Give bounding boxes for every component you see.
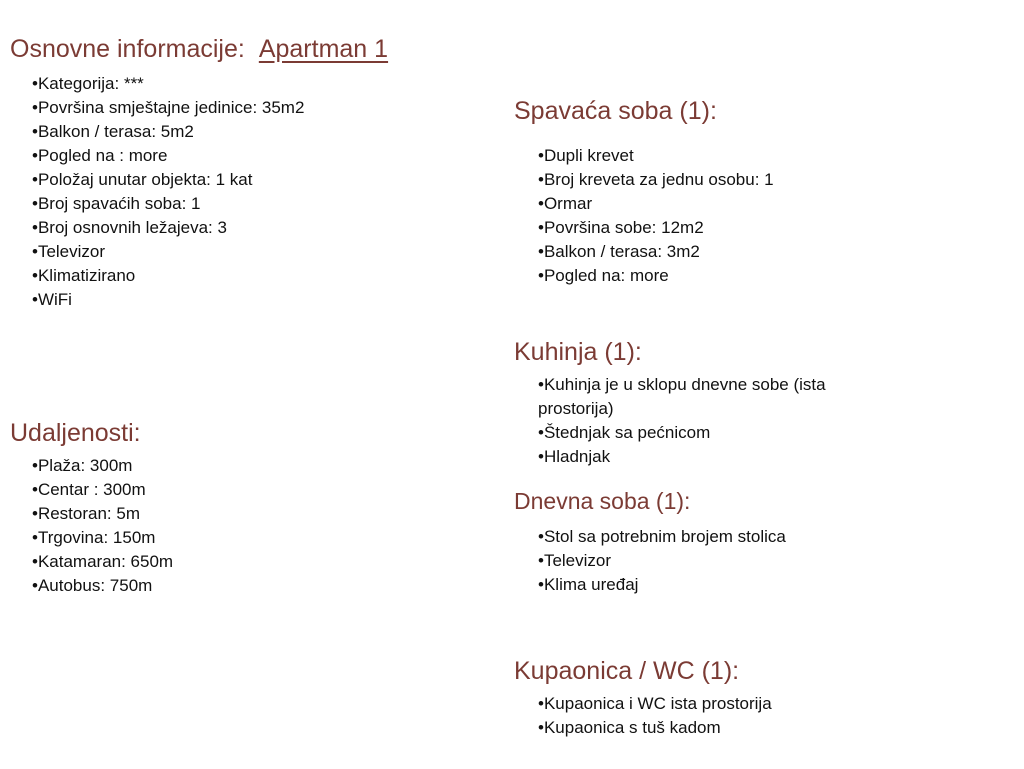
section-osnovne-heading <box>10 34 388 64</box>
section-kuhinja-list <box>538 373 858 469</box>
list-item: • Plaža: 300m <box>32 454 173 478</box>
list-item: • Broj kreveta za jednu osobu: 1 <box>538 168 774 192</box>
list-item: • Položaj unutar objekta: 1 kat <box>32 168 388 192</box>
section-osnovne-list <box>32 72 388 312</box>
list-item: • Katamaran: 650m <box>32 550 173 574</box>
section-kupaonica-list <box>538 692 772 740</box>
apartment-link[interactable]: Apartman 1 <box>258 35 389 63</box>
list-item: • Površina sobe: 12m2 <box>538 216 774 240</box>
section-kupaonica <box>514 656 772 740</box>
list-item: • Broj spavaćih soba: 1 <box>32 192 388 216</box>
list-item: • Klimatizirano <box>32 264 388 288</box>
list-item: • Hladnjak <box>538 445 858 469</box>
section-spavaca-list <box>538 144 774 288</box>
list-item: • Balkon / terasa: 3m2 <box>538 240 774 264</box>
list-item: • Televizor <box>32 240 388 264</box>
list-item: • Klima uređaj <box>538 573 786 597</box>
section-udaljenosti-list <box>32 454 173 598</box>
section-osnovne-title: Osnovne informacije: <box>10 35 245 63</box>
list-item: • WiFi <box>32 288 388 312</box>
list-item: • Ormar <box>538 192 774 216</box>
list-item: • Kupaonica i WC ista prostorija <box>538 692 772 716</box>
list-item: • Dupli krevet <box>538 144 774 168</box>
list-item: • Kategorija: *** <box>32 72 388 96</box>
section-spavaca-title: Spavaća soba (1): <box>514 97 717 125</box>
section-dnevna <box>514 488 786 597</box>
section-udaljenosti <box>10 418 173 598</box>
section-dnevna-title: Dnevna soba (1): <box>514 488 691 514</box>
section-kuhinja-title: Kuhinja (1): <box>514 338 642 366</box>
list-item: • Restoran: 5m <box>32 502 173 526</box>
list-item: • Kuhinja je u sklopu dnevne sobe (ista prostorija) <box>538 373 858 421</box>
list-item: • Stol sa potrebnim brojem stolica <box>538 525 786 549</box>
list-item: • Televizor <box>538 549 786 573</box>
section-spavaca <box>514 96 774 288</box>
list-item: • Pogled na: more <box>538 264 774 288</box>
list-item: • Trgovina: 150m <box>32 526 173 550</box>
section-kuhinja <box>514 337 858 469</box>
section-udaljenosti-title: Udaljenosti: <box>10 419 141 447</box>
list-item: • Centar : 300m <box>32 478 173 502</box>
list-item: • Pogled na : more <box>32 144 388 168</box>
list-item: • Površina smještajne jedinice: 35m2 <box>32 96 388 120</box>
section-dnevna-list <box>538 525 786 597</box>
section-kupaonica-title: Kupaonica / WC (1): <box>514 657 740 685</box>
section-osnovne <box>10 34 388 312</box>
list-item: • Balkon / terasa: 5m2 <box>32 120 388 144</box>
list-item: • Autobus: 750m <box>32 574 173 598</box>
list-item: • Štednjak sa pećnicom <box>538 421 858 445</box>
list-item: • Broj osnovnih ležajeva: 3 <box>32 216 388 240</box>
list-item: • Kupaonica s tuš kadom <box>538 716 772 740</box>
